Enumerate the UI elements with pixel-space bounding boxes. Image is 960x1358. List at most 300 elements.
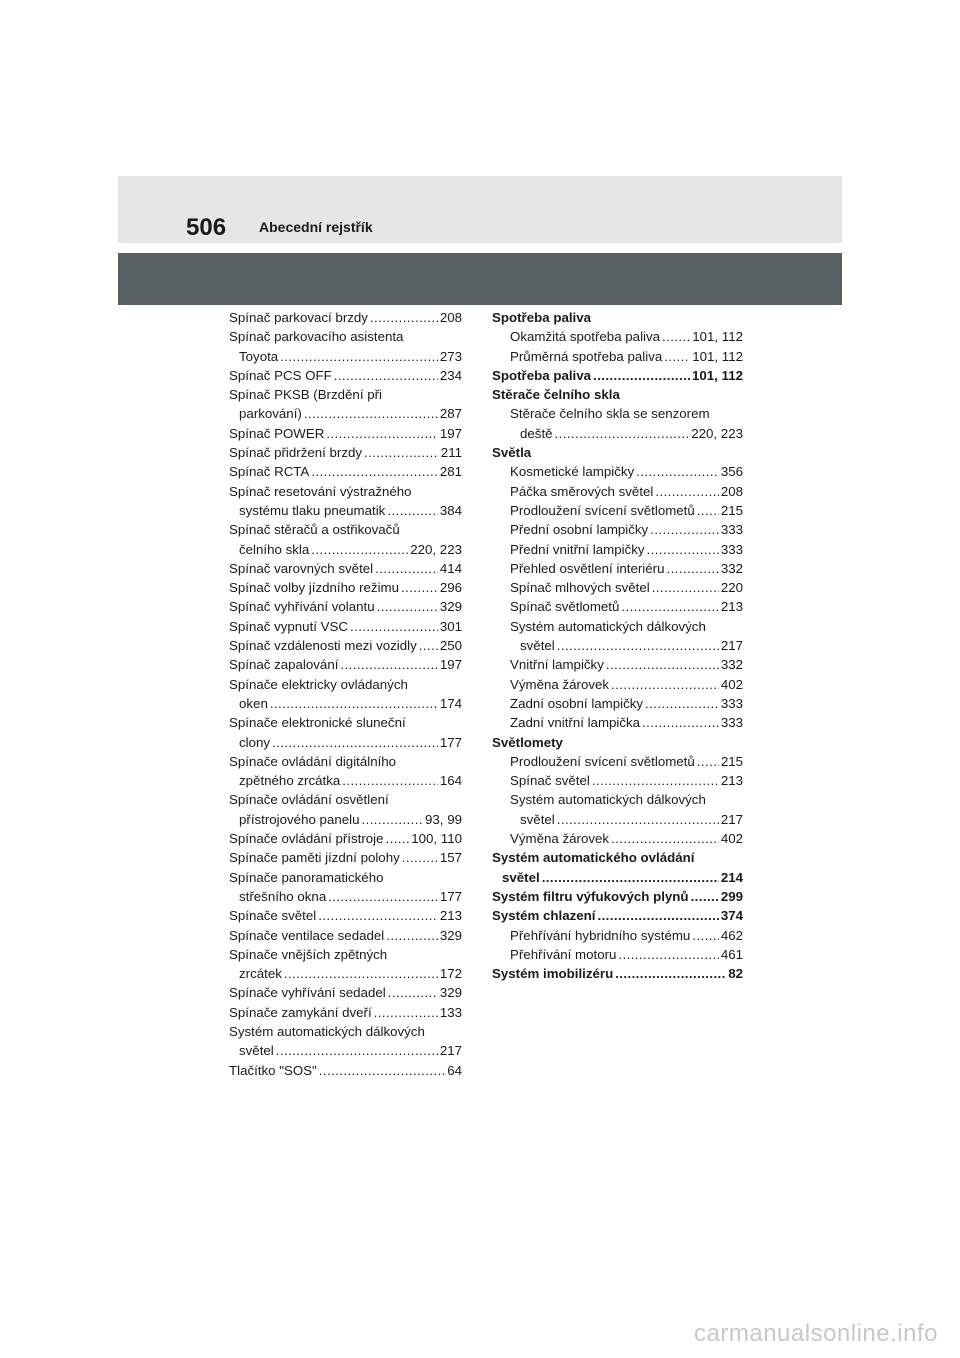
index-page-ref: 214 bbox=[720, 869, 743, 885]
index-entry-text: Spínač stěračů a ostřikovačů bbox=[229, 522, 400, 538]
index-entry-text: světel bbox=[502, 869, 540, 885]
index-entry bbox=[492, 540, 743, 559]
index-page-ref: 133 bbox=[439, 1004, 462, 1020]
index-entry-line bbox=[229, 462, 462, 481]
index-entry-text: Spínače světel bbox=[229, 908, 317, 924]
index-page-ref: 197 bbox=[439, 425, 462, 441]
index-entry bbox=[492, 327, 743, 346]
index-entry bbox=[492, 597, 743, 616]
index-entry-text: Prodloužení svícení světlometů bbox=[510, 502, 695, 518]
index-entry-line bbox=[229, 733, 462, 752]
index-entry-text: Tlačítko "SOS" bbox=[229, 1062, 317, 1078]
index-page-ref: 82 bbox=[728, 966, 743, 982]
index-page-ref: 329 bbox=[439, 599, 462, 615]
index-entry bbox=[492, 733, 743, 752]
index-entry-text: přístrojového panelu bbox=[239, 811, 360, 827]
index-entry-line bbox=[229, 443, 462, 462]
dot-leader bbox=[636, 462, 719, 481]
index-entry-line bbox=[229, 597, 462, 616]
index-page-ref: 215 bbox=[720, 753, 743, 769]
index-column-left bbox=[229, 308, 462, 1080]
index-entry-line bbox=[492, 810, 743, 829]
index-page-ref: 332 bbox=[720, 560, 743, 576]
index-entry-text: Vnitřní lampičky bbox=[510, 657, 604, 673]
index-entry-text: Systém automatických dálkových bbox=[229, 1023, 425, 1039]
index-entry bbox=[229, 559, 462, 578]
index-entry-text: Spínač PKSB (Brzdění při bbox=[229, 387, 382, 403]
index-entry-line bbox=[229, 1022, 462, 1041]
index-entry-text: Systém filtru výfukových plynů bbox=[492, 888, 689, 904]
index-page-ref: 333 bbox=[720, 541, 743, 557]
dot-leader bbox=[386, 829, 410, 848]
dot-leader bbox=[666, 559, 718, 578]
dot-leader bbox=[401, 578, 438, 597]
index-entry-text: Přední vnitřní lampičky bbox=[510, 541, 645, 557]
index-entry-text: Zadní vnitřní lampička bbox=[510, 715, 641, 731]
index-entry-line bbox=[492, 540, 743, 559]
index-entry-text: Toyota bbox=[239, 348, 279, 364]
index-entry-line bbox=[492, 655, 743, 674]
dot-leader bbox=[386, 926, 438, 945]
index-entry-line bbox=[492, 578, 743, 597]
index-entry-text: deště bbox=[520, 425, 553, 441]
index-entry-text: Spínače elektricky ovládaných bbox=[229, 676, 408, 692]
dot-leader bbox=[621, 597, 718, 616]
index-entry-line bbox=[229, 752, 462, 771]
dot-leader bbox=[697, 501, 719, 520]
index-entry-text: Spínač resetování výstražného bbox=[229, 483, 412, 499]
index-entry-text: Spínač vypnutí VSC bbox=[229, 618, 348, 634]
index-entry-line bbox=[492, 752, 743, 771]
index-entry bbox=[229, 578, 462, 597]
dot-leader bbox=[326, 424, 437, 443]
index-entry-text: Spotřeba paliva bbox=[492, 310, 592, 325]
index-entry-line bbox=[229, 771, 462, 790]
index-entry-text: Spínače ovládání osvětlení bbox=[229, 792, 389, 808]
dot-leader bbox=[319, 1061, 445, 1080]
index-entry-text: čelního skla bbox=[239, 541, 310, 557]
index-entry-text: světel bbox=[239, 1043, 274, 1059]
index-entry-line bbox=[229, 540, 462, 559]
index-page-ref: 177 bbox=[439, 888, 462, 904]
index-entry bbox=[492, 655, 743, 674]
index-entry-text: Spínače panoramatického bbox=[229, 869, 384, 885]
index-entry-line bbox=[492, 964, 743, 983]
index-entry-line bbox=[492, 443, 743, 462]
index-entry-line bbox=[229, 983, 462, 1002]
index-entry-line bbox=[492, 462, 743, 481]
dot-leader bbox=[304, 404, 438, 423]
dot-leader bbox=[692, 926, 718, 945]
index-page-ref: 208 bbox=[720, 483, 743, 499]
index-entry-line bbox=[229, 520, 462, 539]
index-column-right bbox=[492, 308, 743, 983]
index-entry-line bbox=[229, 501, 462, 520]
index-entry-text: Prodloužení svícení světlometů bbox=[510, 753, 695, 769]
index-entry bbox=[492, 559, 743, 578]
index-entry-line bbox=[229, 926, 462, 945]
index-page-ref: 374 bbox=[720, 908, 743, 924]
index-entry-line bbox=[492, 771, 743, 790]
index-entry bbox=[229, 983, 462, 1002]
index-page-ref: 402 bbox=[720, 831, 743, 847]
index-page-ref: 217 bbox=[720, 811, 743, 827]
index-entry-text: zpětného zrcátka bbox=[239, 773, 341, 789]
index-entry bbox=[492, 617, 743, 656]
index-entry-line bbox=[229, 559, 462, 578]
index-entry bbox=[492, 501, 743, 520]
index-entry-text: Světla bbox=[492, 445, 532, 461]
index-entry-text: Přehřívání motoru bbox=[510, 946, 617, 962]
index-entry-line bbox=[229, 1061, 462, 1080]
index-page-ref: 384 bbox=[439, 502, 462, 518]
index-page-ref: 101, 112 bbox=[691, 367, 743, 383]
index-entry bbox=[229, 636, 462, 655]
index-page-ref: 215 bbox=[720, 502, 743, 518]
index-page-ref: 329 bbox=[439, 927, 462, 943]
index-page-ref: 333 bbox=[720, 695, 743, 711]
index-entry-text: oken bbox=[239, 695, 268, 711]
index-entry-text: Systém automatických dálkových bbox=[510, 792, 706, 808]
index-entry bbox=[229, 1022, 462, 1061]
index-entry-text: Průměrná spotřeba paliva bbox=[510, 348, 663, 364]
index-entry-line bbox=[492, 597, 743, 616]
dot-leader bbox=[697, 752, 719, 771]
dot-leader bbox=[555, 424, 690, 443]
index-page-ref: 462 bbox=[720, 927, 743, 943]
dot-leader bbox=[647, 540, 719, 559]
index-entry-line bbox=[229, 848, 462, 867]
index-entry bbox=[229, 443, 462, 462]
index-entry-text: Spínač vzdálenosti mezi vozidly bbox=[229, 638, 417, 654]
index-entry-line bbox=[229, 636, 462, 655]
index-entry-line bbox=[492, 559, 743, 578]
index-entry-line bbox=[229, 694, 462, 713]
index-entry-text: Spínače paměti jízdní polohy bbox=[229, 850, 400, 866]
section-title: Abecední rejstřík bbox=[259, 219, 373, 235]
index-entry bbox=[229, 462, 462, 481]
index-page-ref: 157 bbox=[439, 850, 462, 866]
dot-leader bbox=[342, 771, 438, 790]
index-entry-line bbox=[229, 829, 462, 848]
index-entry bbox=[229, 655, 462, 674]
index-entry-text: parkování) bbox=[239, 406, 302, 422]
dot-leader bbox=[642, 713, 719, 732]
dot-leader bbox=[276, 1041, 438, 1060]
index-entry bbox=[492, 347, 743, 366]
index-entry-text: Spínače vnějších zpětných bbox=[229, 946, 388, 962]
index-page-ref: 273 bbox=[439, 348, 462, 364]
index-entry-line bbox=[492, 404, 743, 423]
index-entry-line bbox=[229, 906, 462, 925]
dot-leader bbox=[340, 655, 437, 674]
index-page-ref: 234 bbox=[439, 367, 462, 383]
dot-leader bbox=[272, 733, 438, 752]
index-entry bbox=[229, 829, 462, 848]
index-page-ref: 332 bbox=[720, 657, 743, 673]
index-entry-text: clony bbox=[239, 734, 271, 750]
index-entry-line bbox=[229, 404, 462, 423]
index-entry-line bbox=[492, 636, 743, 655]
index-entry-text: Spínač zapalování bbox=[229, 657, 339, 673]
dot-leader bbox=[362, 810, 424, 829]
index-entry-text: Spínače zamykání dveří bbox=[229, 1004, 372, 1020]
index-entry-line bbox=[492, 733, 743, 752]
index-entry-text: Okamžitá spotřeba paliva bbox=[510, 329, 661, 345]
index-entry-text: Výměna žárovek bbox=[510, 676, 610, 692]
index-page-ref: 217 bbox=[439, 1043, 462, 1059]
index-entry-line bbox=[229, 655, 462, 674]
index-entry bbox=[229, 308, 462, 327]
index-entry-line bbox=[229, 675, 462, 694]
index-entry-line bbox=[229, 887, 462, 906]
dot-leader bbox=[377, 597, 438, 616]
index-entry-text: světel bbox=[520, 811, 555, 827]
index-page-ref: 213 bbox=[720, 773, 743, 789]
index-entry bbox=[492, 482, 743, 501]
index-entry bbox=[229, 520, 462, 559]
index-entry bbox=[229, 1061, 462, 1080]
index-entry-line bbox=[229, 1041, 462, 1060]
index-entry-text: Výměna žárovek bbox=[510, 831, 610, 847]
index-entry-text: Spínač parkovacího asistenta bbox=[229, 329, 404, 345]
index-page-ref: 174 bbox=[439, 695, 462, 711]
index-entry-line bbox=[229, 868, 462, 887]
index-entry-line bbox=[229, 617, 462, 636]
index-entry-line bbox=[229, 308, 462, 327]
index-entry-text: Spínače ovládání přístroje bbox=[229, 831, 384, 847]
index-page-ref: 101, 112 bbox=[692, 329, 743, 345]
index-page-ref: 220, 223 bbox=[410, 541, 462, 557]
dot-leader bbox=[615, 964, 726, 983]
index-entry-text: Zadní osobní lampičky bbox=[510, 695, 644, 711]
index-entry bbox=[492, 829, 743, 848]
index-entry-line bbox=[492, 675, 743, 694]
watermark: carmanualsonline.info bbox=[694, 1320, 938, 1347]
dot-leader bbox=[691, 887, 719, 906]
index-entry bbox=[492, 366, 743, 385]
index-entry-line bbox=[229, 482, 462, 501]
index-page-ref: 461 bbox=[720, 946, 743, 962]
index-page-ref: 197 bbox=[439, 657, 462, 673]
dot-leader bbox=[618, 945, 718, 964]
index-entry bbox=[492, 462, 743, 481]
index-entry bbox=[229, 597, 462, 616]
index-page-ref: 220, 223 bbox=[691, 425, 743, 441]
index-entry-line bbox=[492, 385, 743, 404]
index-entry bbox=[492, 790, 743, 829]
index-page-ref: 333 bbox=[720, 715, 743, 731]
index-entry bbox=[229, 926, 462, 945]
index-entry bbox=[229, 945, 462, 984]
dot-leader bbox=[280, 347, 438, 366]
index-entry bbox=[492, 906, 743, 925]
index-entry-line bbox=[492, 887, 743, 906]
index-page-ref: 213 bbox=[720, 599, 743, 615]
dot-leader bbox=[311, 462, 438, 481]
dot-leader bbox=[328, 887, 438, 906]
index-page-ref: 93, 99 bbox=[425, 811, 462, 827]
index-entry-text: Stěrače čelního skla bbox=[492, 387, 620, 403]
index-entry bbox=[229, 848, 462, 867]
index-entry bbox=[492, 945, 743, 964]
dot-leader bbox=[645, 694, 719, 713]
index-entry-line bbox=[492, 945, 743, 964]
index-page-ref: 250 bbox=[439, 638, 462, 654]
index-page-ref: 329 bbox=[439, 985, 462, 1001]
index-entry bbox=[229, 675, 462, 714]
index-entry-line bbox=[492, 308, 743, 327]
index-entry-text: Spotřeba paliva bbox=[492, 367, 592, 383]
header-band bbox=[118, 176, 842, 243]
dot-leader bbox=[592, 771, 719, 790]
index-page-ref: 177 bbox=[439, 734, 462, 750]
index-entry bbox=[229, 752, 462, 791]
dot-leader bbox=[664, 347, 690, 366]
index-entry-line bbox=[492, 501, 743, 520]
index-entry bbox=[492, 964, 743, 983]
index-entry-line bbox=[492, 347, 743, 366]
index-entry-line bbox=[492, 906, 743, 925]
index-entry bbox=[492, 578, 743, 597]
index-entry-text: Spínač parkovací brzdy bbox=[229, 310, 368, 325]
index-entry bbox=[492, 771, 743, 790]
dot-leader bbox=[606, 655, 719, 674]
index-page-ref: 64 bbox=[447, 1062, 462, 1078]
index-entry-text: střešního okna bbox=[239, 888, 327, 904]
index-entry-line bbox=[492, 520, 743, 539]
page-number: 506 bbox=[186, 214, 227, 241]
index-entry-line bbox=[492, 327, 743, 346]
index-entry-text: Systém imobilizéru bbox=[492, 966, 614, 982]
index-entry-line bbox=[229, 347, 462, 366]
index-entry-line bbox=[229, 790, 462, 809]
index-entry bbox=[229, 366, 462, 385]
index-entry-text: Přehřívání hybridního systému bbox=[510, 927, 691, 943]
index-entry-line bbox=[229, 964, 462, 983]
dot-leader bbox=[270, 694, 438, 713]
index-entry bbox=[492, 520, 743, 539]
dot-leader bbox=[318, 906, 438, 925]
index-page-ref: 281 bbox=[439, 464, 462, 480]
index-page-ref: 287 bbox=[439, 406, 462, 422]
index-entry-line bbox=[492, 868, 743, 887]
index-entry-line bbox=[229, 327, 462, 346]
dot-leader bbox=[542, 868, 719, 887]
index-entry-line bbox=[229, 1003, 462, 1022]
dot-leader bbox=[374, 1003, 438, 1022]
chapter-band bbox=[118, 253, 842, 305]
index-entry-text: Spínač mlhových světel bbox=[510, 580, 650, 596]
dot-leader bbox=[350, 617, 438, 636]
index-entry-line bbox=[492, 926, 743, 945]
index-entry-line bbox=[492, 694, 743, 713]
index-entry-text: Kosmetické lampičky bbox=[510, 464, 635, 480]
index-entry bbox=[492, 308, 743, 327]
index-entry-line bbox=[229, 424, 462, 443]
index-entry-line bbox=[229, 713, 462, 732]
index-entry bbox=[492, 694, 743, 713]
dot-leader bbox=[593, 366, 690, 385]
index-entry-text: Spínač volby jízdního režimu bbox=[229, 580, 399, 596]
index-entry-line bbox=[492, 713, 743, 732]
dot-leader bbox=[652, 578, 719, 597]
index-entry-text: systému tlaku pneumatik bbox=[239, 502, 386, 518]
index-page-ref: 164 bbox=[439, 773, 462, 789]
dot-leader bbox=[370, 308, 438, 327]
index-entry bbox=[492, 713, 743, 732]
index-entry bbox=[492, 752, 743, 771]
index-entry-line bbox=[492, 790, 743, 809]
index-entry-line bbox=[229, 366, 462, 385]
dot-leader bbox=[557, 810, 719, 829]
index-entry-line bbox=[492, 617, 743, 636]
index-entry-text: Spínač přidržení brzdy bbox=[229, 445, 363, 461]
dot-leader bbox=[334, 366, 438, 385]
index-page-ref: 213 bbox=[439, 908, 462, 924]
index-page-ref: 220 bbox=[720, 580, 743, 596]
index-page-ref: 301 bbox=[439, 618, 462, 634]
index-entry bbox=[229, 1003, 462, 1022]
dot-leader bbox=[284, 964, 438, 983]
index-entry bbox=[492, 848, 743, 887]
dot-leader bbox=[597, 906, 718, 925]
index-entry-line bbox=[229, 385, 462, 404]
dot-leader bbox=[662, 327, 690, 346]
index-entry-line bbox=[492, 482, 743, 501]
index-page-ref: 101, 112 bbox=[692, 348, 743, 364]
dot-leader bbox=[650, 520, 719, 539]
index-entry bbox=[229, 906, 462, 925]
index-entry-line bbox=[492, 829, 743, 848]
index-entry-line bbox=[492, 424, 743, 443]
dot-leader bbox=[364, 443, 439, 462]
index-entry bbox=[492, 385, 743, 404]
index-entry-text: Spínač světel bbox=[510, 773, 590, 789]
index-entry-text: Přední osobní lampičky bbox=[510, 522, 649, 538]
index-page-ref: 172 bbox=[439, 966, 462, 982]
index-entry bbox=[492, 404, 743, 443]
index-entry-text: Systém chlazení bbox=[492, 908, 596, 924]
index-entry bbox=[229, 868, 462, 907]
index-entry bbox=[229, 617, 462, 636]
index-entry-text: Spínač vyhřívání volantu bbox=[229, 599, 375, 615]
index-page-ref: 356 bbox=[720, 464, 743, 480]
dot-leader bbox=[375, 559, 438, 578]
index-entry-text: Spínač RCTA bbox=[229, 464, 310, 480]
index-entry bbox=[229, 713, 462, 752]
index-entry-text: Spínač varovných světel bbox=[229, 560, 374, 576]
index-entry-text: Systém automatických dálkových bbox=[510, 618, 706, 634]
dot-leader bbox=[557, 636, 719, 655]
index-page-ref: 299 bbox=[720, 888, 743, 904]
index-entry-line bbox=[492, 848, 743, 867]
index-page-ref: 414 bbox=[439, 560, 462, 576]
index-page-ref: 208 bbox=[439, 310, 462, 325]
dot-leader bbox=[611, 675, 719, 694]
dot-leader bbox=[419, 636, 438, 655]
dot-leader bbox=[388, 983, 438, 1002]
index-page-ref: 296 bbox=[439, 580, 462, 596]
index-entry-text: Spínače ventilace sedadel bbox=[229, 927, 385, 943]
index-entry bbox=[492, 675, 743, 694]
index-entry-text: světel bbox=[520, 638, 555, 654]
dot-leader bbox=[655, 482, 718, 501]
index-entry-text: Spínače ovládání digitálního bbox=[229, 753, 397, 769]
index-entry bbox=[492, 443, 743, 462]
index-entry bbox=[229, 385, 462, 424]
index-entry bbox=[229, 482, 462, 521]
